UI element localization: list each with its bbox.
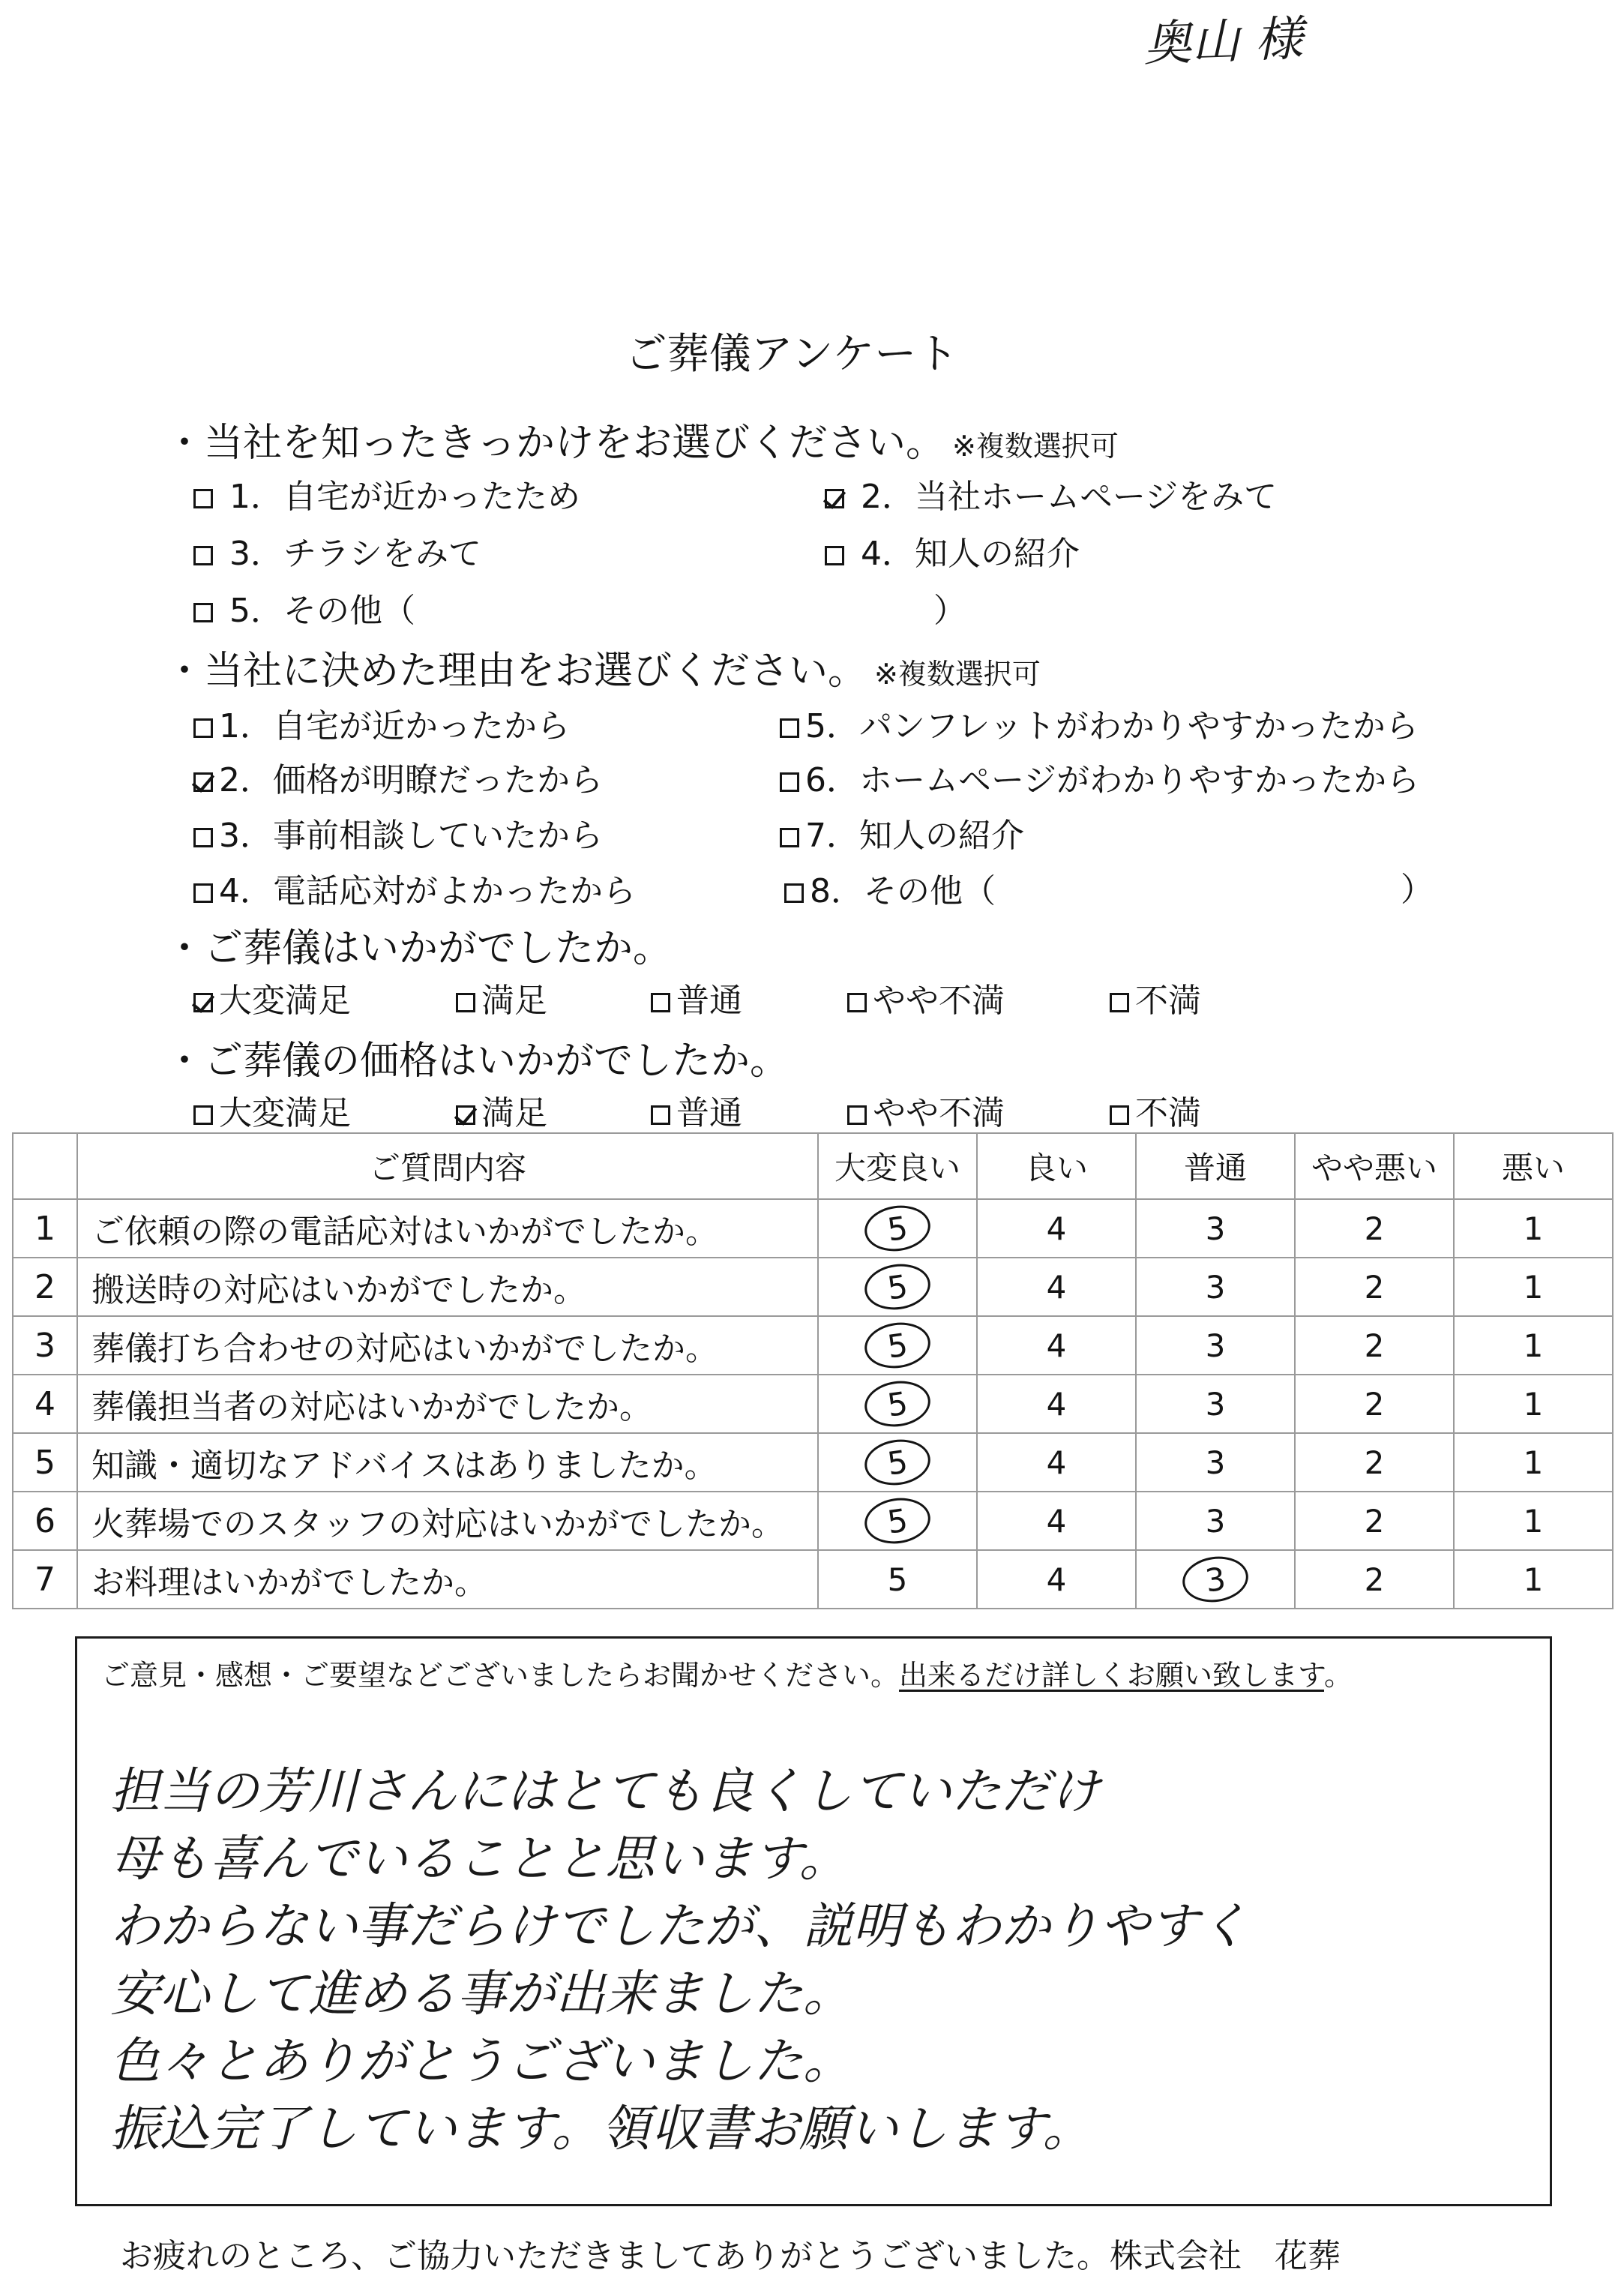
rating-header-question: ご質問内容 <box>77 1133 818 1199</box>
q2-option-6-checkbox[interactable] <box>780 772 799 792</box>
score-option-2[interactable] <box>1295 1433 1454 1492</box>
score-value: 1 <box>1523 1385 1544 1423</box>
q2-option-4-label: 4．電話応対がよかったから <box>219 872 636 910</box>
comment-prompt-end: 。 <box>1323 1659 1353 1692</box>
q2-heading <box>165 639 1041 695</box>
q4-option-4-checkbox[interactable] <box>847 1105 867 1125</box>
score-option-2[interactable] <box>1295 1375 1454 1433</box>
q2-option-1[interactable] <box>193 699 570 747</box>
survey-title: ご葬儀アンケート <box>625 330 959 379</box>
score-value: 4 <box>1046 1502 1067 1540</box>
table-row <box>13 1375 1613 1433</box>
comment-box[interactable] <box>75 1636 1552 2206</box>
score-value: 1 <box>1523 1444 1544 1481</box>
comment-prompt-text: ご意見・感想・ご要望などございましたらお聞かせください。 <box>101 1659 900 1692</box>
score-value: 2 <box>1364 1210 1385 1247</box>
q2-option-1-checkbox[interactable] <box>193 718 213 738</box>
q4-option-3-checkbox[interactable] <box>651 1105 670 1125</box>
score-value: 4 <box>1046 1385 1067 1423</box>
q3-option-4-label: やや不満 <box>873 982 1005 1020</box>
rating-table <box>12 1132 1614 1609</box>
score-value: 5 <box>861 1377 933 1431</box>
q3-option-1[interactable] <box>193 973 351 1021</box>
row-number: 1 <box>13 1199 77 1258</box>
rating-header-4: 良い <box>977 1133 1136 1199</box>
score-option-3[interactable] <box>1136 1492 1295 1550</box>
q2-option-5[interactable] <box>780 699 1419 747</box>
score-option-5[interactable] <box>818 1316 977 1375</box>
score-value: 2 <box>1364 1561 1385 1598</box>
score-option-4[interactable] <box>977 1550 1136 1609</box>
score-option-3[interactable] <box>1136 1199 1295 1258</box>
score-option-5[interactable] <box>818 1492 977 1550</box>
score-option-3[interactable] <box>1136 1258 1295 1316</box>
q4-option-3-label: 普通 <box>676 1094 742 1132</box>
q4-option-5-checkbox[interactable] <box>1110 1105 1129 1125</box>
score-value: 3 <box>1205 1444 1226 1481</box>
score-value: 3 <box>1205 1210 1226 1247</box>
q3-option-4-checkbox[interactable] <box>847 993 867 1012</box>
score-option-2[interactable] <box>1295 1199 1454 1258</box>
score-option-3[interactable] <box>1136 1375 1295 1433</box>
score-option-3[interactable] <box>1136 1433 1295 1492</box>
row-number: 4 <box>13 1375 77 1433</box>
comment-line-6: 振込完了しています。領収書お願いします。 <box>110 2100 1092 2158</box>
q1-option-4-label: 4．知人の紹介 <box>861 535 1080 573</box>
table-row <box>13 1258 1613 1316</box>
comment-line-3: わからない事だらけでしたが、説明もわかりやすく <box>110 1897 1248 1955</box>
q2-option-6[interactable] <box>780 753 1419 801</box>
table-row <box>13 1550 1613 1609</box>
q4-option-1[interactable] <box>193 1086 351 1134</box>
score-value: 2 <box>1364 1385 1385 1423</box>
rating-body <box>13 1199 1613 1609</box>
comment-line-4: 安心して進める事が出来ました。 <box>110 1965 852 2023</box>
q4-heading: ・ご葬儀の価格はいかがでしたか。 <box>165 1039 790 1084</box>
q1-note: ※複数選択可 <box>952 430 1119 463</box>
q2-option-3-label: 3．事前相談していたから <box>219 817 603 855</box>
row-question: 葬儀担当者の対応はいかがでしたか。 <box>77 1375 818 1433</box>
row-question: 葬儀打ち合わせの対応はいかがでしたか。 <box>77 1316 818 1375</box>
q1-option-5-checkbox[interactable] <box>193 603 213 622</box>
rating-header-no <box>13 1133 77 1199</box>
table-row <box>13 1199 1613 1258</box>
score-option-4[interactable] <box>977 1258 1136 1316</box>
row-number: 3 <box>13 1316 77 1375</box>
row-question: 火葬場でのスタッフの対応はいかがでしたか。 <box>77 1492 818 1550</box>
q2-option-4-checkbox[interactable] <box>193 883 213 903</box>
score-option-1[interactable] <box>1454 1316 1613 1375</box>
q3-option-2-label: 満足 <box>481 982 547 1020</box>
score-value: 1 <box>1523 1502 1544 1540</box>
q4-option-1-checkbox[interactable] <box>193 1105 213 1125</box>
q2-option-2-label: 2．価格が明瞭だったから <box>219 761 603 799</box>
q2-option-8-checkbox[interactable] <box>784 883 804 903</box>
score-value: 5 <box>887 1561 908 1598</box>
rating-header-3: 普通 <box>1136 1133 1295 1199</box>
q4-option-3[interactable] <box>651 1086 742 1134</box>
q3-option-3-checkbox[interactable] <box>651 993 670 1012</box>
score-option-5[interactable] <box>818 1258 977 1316</box>
q4-option-4[interactable] <box>847 1086 1005 1134</box>
q3-option-2[interactable] <box>456 973 547 1021</box>
q4-option-2-checkbox[interactable] <box>456 1105 475 1125</box>
score-value: 5 <box>861 1318 933 1372</box>
q2-option-2-checkbox[interactable] <box>193 772 213 792</box>
q2-option-8[interactable] <box>784 864 996 912</box>
score-value: 4 <box>1046 1210 1067 1247</box>
score-option-1[interactable] <box>1454 1258 1613 1316</box>
score-value: 3 <box>1205 1327 1226 1364</box>
q4-option-5[interactable] <box>1110 1086 1201 1134</box>
comment-line-2: 母も喜んでいることと思います。 <box>110 1830 849 1888</box>
row-number: 7 <box>13 1550 77 1609</box>
q1-heading <box>165 411 1119 467</box>
q1-option-2[interactable] <box>825 469 1277 517</box>
q3-option-5-checkbox[interactable] <box>1110 993 1129 1012</box>
row-number: 5 <box>13 1433 77 1492</box>
row-question: お料理はいかがでしたか。 <box>77 1550 818 1609</box>
q1-option-2-label: 2．当社ホームページをみて <box>861 478 1278 516</box>
score-value: 1 <box>1523 1210 1544 1247</box>
q2-option-3-checkbox[interactable] <box>193 828 213 847</box>
q3-option-5-label: 不満 <box>1135 982 1201 1020</box>
q3-option-2-checkbox[interactable] <box>456 993 475 1012</box>
score-value: 3 <box>1205 1502 1226 1540</box>
score-value: 4 <box>1046 1327 1067 1364</box>
q3-heading: ・ご葬儀はいかがでしたか。 <box>165 926 673 971</box>
q3-option-3-label: 普通 <box>676 982 742 1020</box>
q2-option-5-checkbox[interactable] <box>780 718 799 738</box>
rating-header-5: 大変良い <box>818 1133 977 1199</box>
score-value: 4 <box>1046 1444 1067 1481</box>
q1-option-5-label: 5．その他（ <box>229 592 415 630</box>
q2-option-7-checkbox[interactable] <box>780 828 799 847</box>
q1-heading-text: ・当社を知ったきっかけをお選びください。 <box>165 421 945 466</box>
score-option-2[interactable] <box>1295 1492 1454 1550</box>
q1-option-4[interactable] <box>825 526 1080 574</box>
score-value: 2 <box>1364 1444 1385 1481</box>
score-value: 5 <box>861 1260 933 1314</box>
footer-thanks: お疲れのところ、ご協力いただきましてありがとうございました。株式会社 花葬 <box>120 2237 1341 2275</box>
score-option-4[interactable] <box>977 1433 1136 1492</box>
q4-option-2-label: 満足 <box>481 1094 547 1132</box>
q2-option-2[interactable] <box>193 753 603 801</box>
q1-option-3[interactable] <box>193 526 481 574</box>
score-option-2[interactable] <box>1295 1316 1454 1375</box>
comment-line-1: 担当の芳川さんにはとても良くしていただけ <box>110 1762 1100 1820</box>
score-value: 3 <box>1205 1385 1226 1423</box>
q3-option-3[interactable] <box>651 973 742 1021</box>
q2-option-4[interactable] <box>193 864 636 912</box>
table-row <box>13 1433 1613 1492</box>
score-value: 1 <box>1523 1327 1544 1364</box>
q2-option-8-label: 8．その他（ <box>810 872 996 910</box>
q2-option-1-label: 1．自宅が近かったから <box>219 707 570 745</box>
score-option-1[interactable] <box>1454 1375 1613 1433</box>
q2-option-6-label: 6．ホームページがわかりやすかったから <box>805 761 1420 799</box>
score-option-1[interactable] <box>1454 1550 1613 1609</box>
q1-option-1[interactable] <box>193 469 580 517</box>
score-option-5[interactable] <box>818 1199 977 1258</box>
score-value: 5 <box>861 1201 933 1255</box>
q1-option-3-label: 3．チラシをみて <box>229 535 481 573</box>
score-value: 3 <box>1205 1268 1226 1306</box>
q1-option-4-checkbox[interactable] <box>825 546 844 565</box>
score-option-2[interactable] <box>1295 1550 1454 1609</box>
recipient-name: 奥山 様 <box>1142 11 1304 73</box>
q4-option-5-label: 不満 <box>1135 1094 1201 1132</box>
rating-header-row <box>13 1133 1613 1199</box>
q2-option-5-label: 5．パンフレットがわかりやすかったから <box>805 707 1419 745</box>
score-value: 2 <box>1364 1502 1385 1540</box>
score-value: 3 <box>1179 1552 1251 1606</box>
score-option-3[interactable] <box>1136 1550 1295 1609</box>
row-number: 6 <box>13 1492 77 1550</box>
score-value: 1 <box>1523 1268 1544 1306</box>
score-option-5[interactable] <box>818 1375 977 1433</box>
score-option-3[interactable] <box>1136 1316 1295 1375</box>
rating-header-2: やや悪い <box>1295 1133 1454 1199</box>
score-option-4[interactable] <box>977 1492 1136 1550</box>
rating-header-1: 悪い <box>1454 1133 1613 1199</box>
score-option-5[interactable] <box>818 1550 977 1609</box>
row-question: 知識・適切なアドバイスはありましたか。 <box>77 1433 818 1492</box>
q2-option-7-label: 7．知人の紹介 <box>805 817 1024 855</box>
q1-option-2-checkbox[interactable] <box>825 489 844 508</box>
q1-option-1-checkbox[interactable] <box>193 489 213 508</box>
score-option-4[interactable] <box>977 1316 1136 1375</box>
score-option-1[interactable] <box>1454 1492 1613 1550</box>
q1-option-5-close: ） <box>933 592 966 630</box>
score-option-4[interactable] <box>977 1199 1136 1258</box>
q4-option-1-label: 大変満足 <box>219 1094 351 1132</box>
score-option-1[interactable] <box>1454 1199 1613 1258</box>
score-value: 4 <box>1046 1268 1067 1306</box>
q2-note: ※複数選択可 <box>874 658 1041 691</box>
q4-option-2[interactable] <box>456 1086 547 1134</box>
q4-option-4-label: やや不満 <box>873 1094 1005 1132</box>
q2-option-8-close: ） <box>1401 871 1434 909</box>
q2-heading-text: ・当社に決めた理由をお選びください。 <box>165 649 867 694</box>
q1-option-1-label: 1．自宅が近かったため <box>229 478 580 516</box>
q1-option-5[interactable] <box>193 583 415 631</box>
score-option-1[interactable] <box>1454 1433 1613 1492</box>
score-value: 5 <box>861 1494 933 1548</box>
row-question: ご依頼の際の電話応対はいかがでしたか。 <box>77 1199 818 1258</box>
q3-option-1-label: 大変満足 <box>219 982 351 1020</box>
q3-option-5[interactable] <box>1110 973 1201 1021</box>
q1-option-3-checkbox[interactable] <box>193 546 213 565</box>
score-value: 4 <box>1046 1561 1067 1598</box>
score-option-2[interactable] <box>1295 1258 1454 1316</box>
table-row <box>13 1316 1613 1375</box>
score-value: 1 <box>1523 1561 1544 1598</box>
q2-option-3[interactable] <box>193 808 603 856</box>
comment-prompt <box>101 1652 1353 1693</box>
row-number: 2 <box>13 1258 77 1316</box>
score-option-4[interactable] <box>977 1375 1136 1433</box>
q3-option-4[interactable] <box>847 973 1005 1021</box>
score-option-5[interactable] <box>818 1433 977 1492</box>
comment-prompt-emphasis: 出来るだけ詳しくお願い致します <box>899 1659 1324 1692</box>
row-question: 搬送時の対応はいかがでしたか。 <box>77 1258 818 1316</box>
q2-option-7[interactable] <box>780 808 1024 856</box>
score-value: 5 <box>861 1435 933 1489</box>
comment-line-5: 色々とありがとうございました。 <box>110 2032 852 2090</box>
q3-option-1-checkbox[interactable] <box>193 993 213 1012</box>
table-row <box>13 1492 1613 1550</box>
score-value: 2 <box>1364 1327 1385 1364</box>
score-value: 2 <box>1364 1268 1385 1306</box>
